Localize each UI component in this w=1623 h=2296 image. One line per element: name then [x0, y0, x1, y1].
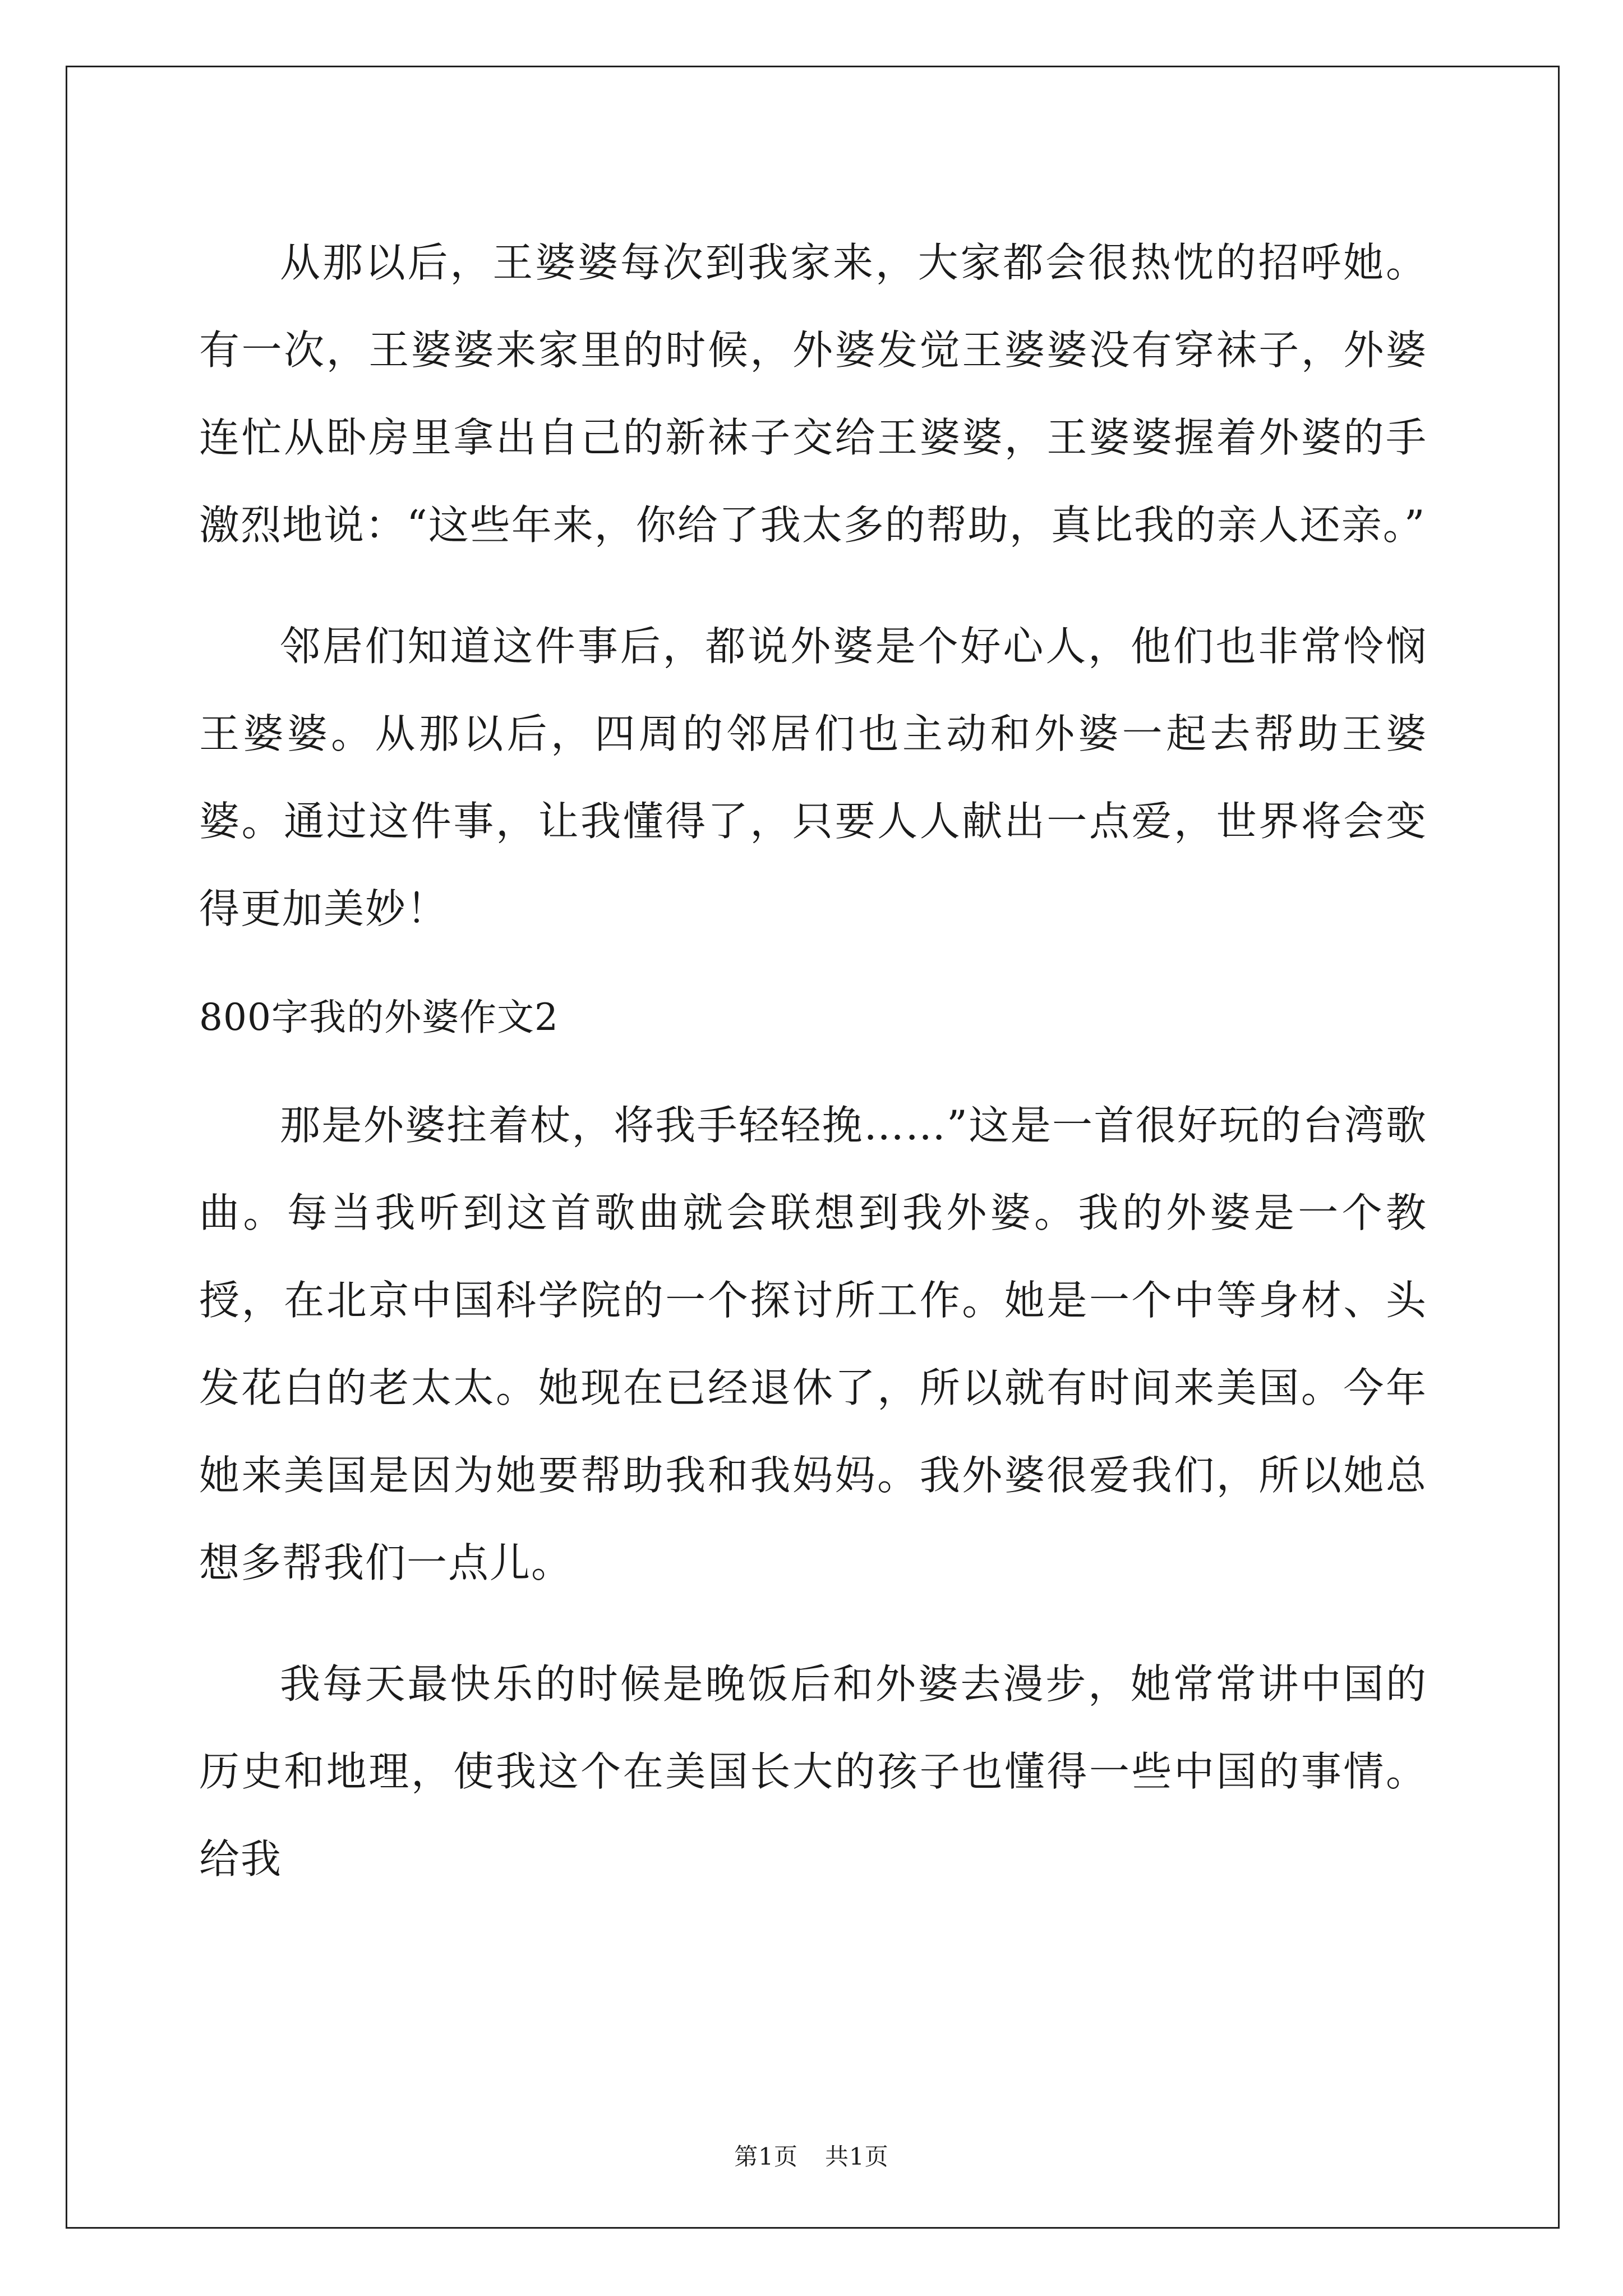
page-footer [0, 2140, 1623, 2174]
paragraph: 我每天最快乐的时候是晚饭后和外婆去漫步，她常常讲中国的历史和地理，使我这个在美国长大的孩子也懂得一些中国的事情。给我 [199, 1660, 1427, 1883]
page-number-total: 共1页 [825, 2143, 889, 2170]
paragraph: 从那以后，王婆婆每次到我家来，大家都会很热忱的招呼她。有一次，王婆婆来家里的时候，外婆发觉王婆婆没有穿袜子，外婆连忙从卧房里拿出自己的新袜子交给王婆婆，王婆婆握着外婆的手激烈地说：“这些年来，你给了我太多的帮助，真比我的亲人还亲。” [199, 239, 1427, 549]
paragraph: 邻居们知道这件事后，都说外婆是个好心人，他们也非常怜悯王婆婆。从那以后，四周的邻居们也主动和外婆一起去帮助王婆婆。通过这件事，让我懂得了，只要人人献出一点爱，世界将会变得更加美妙！ [199, 623, 1427, 932]
document-body [199, 219, 1427, 1903]
page-number-current: 第1页 [734, 2143, 798, 2170]
section-heading: 800字我的外婆作文2 [199, 996, 559, 1039]
paragraph: 那是外婆拄着杖，将我手轻轻挽……”这是一首很好玩的台湾歌曲。每当我听到这首歌曲就会联想到我外婆。我的外婆是一个教授，在北京中国科学院的一个探讨所工作。她是一个中等身材、头发花白的老太太。她现在已经退休了，所以就有时间来美国。今年她来美国是因为她要帮助我和我妈妈。我外婆很爱我们，所以她总想多帮我们一点儿。 [199, 1102, 1427, 1586]
